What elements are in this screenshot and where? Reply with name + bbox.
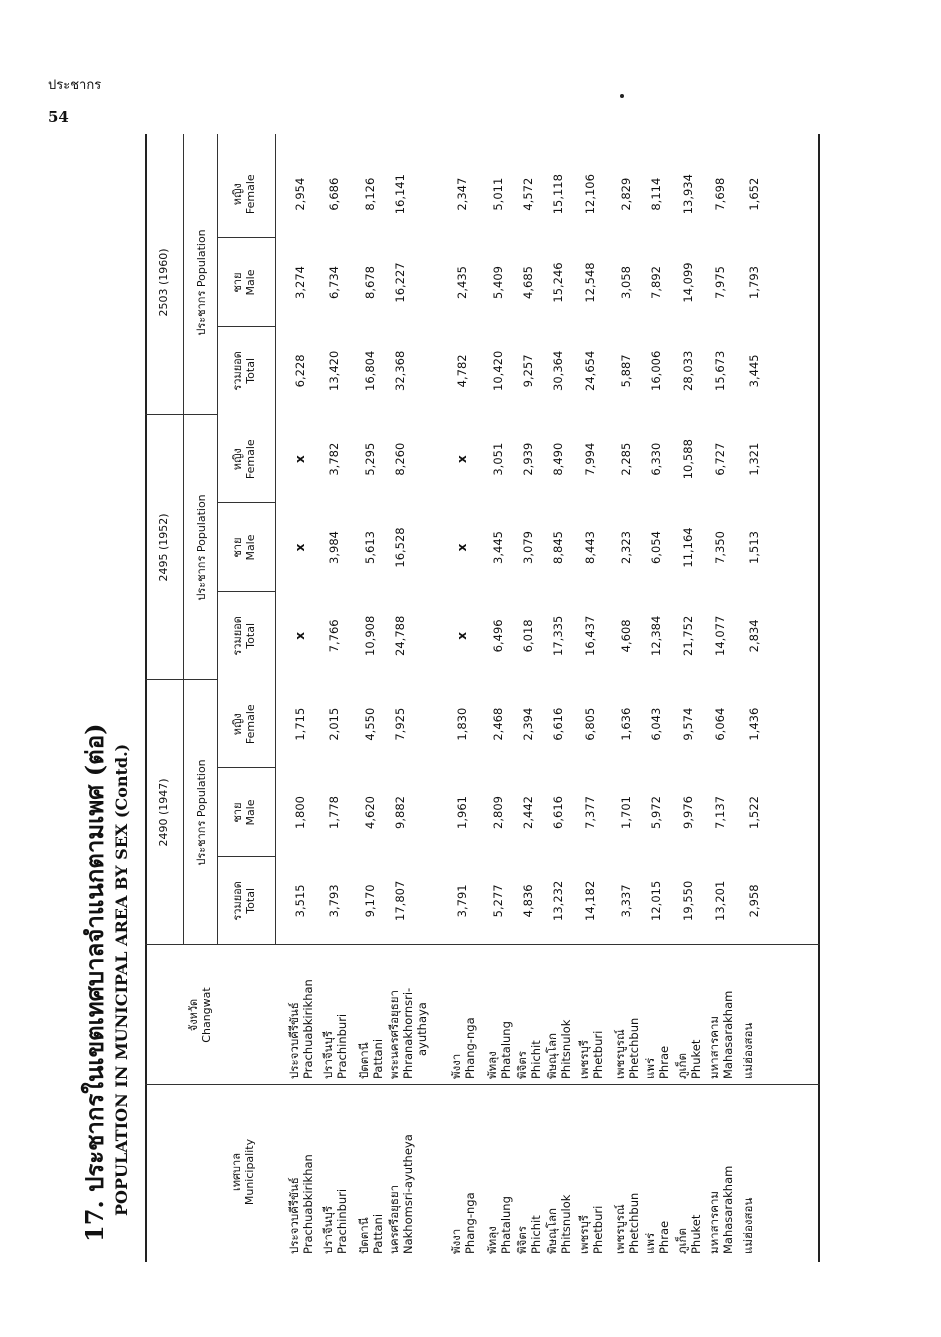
subheader-en: Total [244, 887, 257, 914]
subheader-en: Total [244, 622, 257, 649]
changwat-name-th: ปัตตานี [357, 1042, 371, 1079]
table-cell: 1,436 [747, 707, 761, 741]
municipality-name-en: Phitsnulok [559, 1194, 573, 1254]
table-title-english: POPULATION IN MUNICIPAL AREA BY SEX (Contd.) [112, 743, 131, 1216]
table-cell: 6,043 [649, 707, 663, 741]
table-cell: 2,442 [521, 796, 535, 829]
changwat-name-en: Phrae [657, 1045, 671, 1079]
table-cell: 14,099 [681, 262, 695, 303]
table-cell: 2,958 [747, 884, 761, 918]
changwat-name-th: มหาสารคาม [707, 1015, 721, 1079]
municipality-name-en: Phuket [689, 1214, 703, 1254]
table-cell: 6,064 [713, 707, 727, 741]
header-municipality-en: Municipality [243, 1138, 256, 1206]
changwat-name-en: Mahasarakham [721, 990, 735, 1079]
table-cell: 12,015 [649, 880, 663, 921]
table-cell: 14,182 [583, 880, 597, 921]
table-cell: 5,277 [491, 884, 505, 918]
table-cell: 4,550 [363, 707, 377, 741]
table-cell: 3,791 [455, 884, 469, 918]
table-cell: 2,829 [619, 177, 633, 211]
changwat-name-th: เพชรบุรี [577, 1040, 591, 1079]
table-cell: 1,961 [455, 796, 469, 829]
population-label-th: ประชากร [195, 290, 208, 336]
subheader-th: รวมยอด [231, 351, 244, 391]
table-cell: 21,752 [681, 615, 695, 656]
table-cell: 7,975 [713, 266, 727, 299]
table-cell: 14,077 [713, 615, 727, 656]
subheader-en: Male [244, 799, 257, 826]
table-cell: 5,011 [491, 177, 505, 211]
table-cell: 2,394 [521, 707, 535, 741]
municipality-name-en: Mahasarakham [721, 1165, 735, 1254]
table-cell: 6,727 [713, 442, 727, 476]
table-cell: 7,350 [713, 531, 727, 564]
population-table [145, 134, 820, 1262]
table-cell: x [293, 631, 307, 640]
municipality-name-en: Prachinburi [335, 1188, 349, 1254]
table-cell: 2,468 [491, 707, 505, 741]
table-cell: 16,437 [583, 615, 597, 656]
year-header-2: 2495 (1952) [157, 513, 170, 582]
table-cell: 2,285 [619, 442, 633, 476]
table-cell: 6,616 [551, 796, 565, 829]
subheader-female [231, 415, 257, 503]
table-title-thai: 17. ประชากรในเขตเทศบาลจำแนกตามเพศ (ต่อ) [80, 723, 109, 1242]
table-cell: 2,347 [455, 177, 469, 211]
table-cell: 4,608 [619, 619, 633, 653]
year-header-3: 2503 (1960) [157, 248, 170, 317]
table-cell: 2,954 [293, 177, 307, 211]
table-cell: 2,435 [455, 266, 469, 299]
subheader-total [231, 592, 257, 680]
table-cell: 9,257 [521, 354, 535, 388]
municipality-name-en: Prachuabkirikhan [301, 1154, 315, 1254]
changwat-name-en: Phetburi [591, 1030, 605, 1079]
municipality-name-en: Pattani [371, 1213, 385, 1254]
table-cell: 16,227 [393, 262, 407, 303]
table-cell: 16,006 [649, 350, 663, 391]
changwat-name-en: Phuket [689, 1039, 703, 1079]
table-cell: 16,528 [393, 527, 407, 568]
table-cell: 7,892 [649, 266, 663, 299]
municipality-name-en: Nakhomsri-ayutheya [401, 1134, 415, 1254]
municipality-name-en: Phichit [529, 1215, 543, 1254]
municipality-name-th: แม่ฮ่องสอน [741, 1197, 755, 1254]
header-rule-under-columns [217, 134, 218, 945]
table-cell: 15,673 [713, 350, 727, 391]
changwat-name-en-cont: ayuthaya [415, 1002, 429, 1056]
changwat-name-en: Prachuabkirikhan [301, 979, 315, 1079]
table-cell: 8,845 [551, 531, 565, 564]
table-cell: 9,882 [393, 796, 407, 829]
table-cell: 13,934 [681, 174, 695, 215]
table-cell: 9,574 [681, 707, 695, 741]
table-cell: 4,572 [521, 177, 535, 211]
table-cell: 2,939 [521, 442, 535, 476]
table-top-rule [145, 134, 147, 1262]
table-cell: 4,836 [521, 884, 535, 918]
table-cell: 13,420 [327, 350, 341, 391]
changwat-name-en: Phichit [529, 1040, 543, 1079]
table-cell: 6,686 [327, 177, 341, 211]
table-cell: 6,805 [583, 707, 597, 741]
municipality-name-th: ภูเก็ต [675, 1228, 689, 1254]
municipality-name-th: เพชรบุรี [577, 1215, 591, 1254]
municipality-name-th: ปราจีนบุรี [321, 1205, 335, 1254]
table-cell: 6,496 [491, 619, 505, 653]
table-cell: 5,972 [649, 796, 663, 829]
table-cell: 12,548 [583, 262, 597, 303]
subheader-en: Female [244, 439, 257, 480]
table-cell: 15,246 [551, 262, 565, 303]
changwat-name-en: Phetchbun [627, 1017, 641, 1079]
table-cell: 8,114 [649, 177, 663, 211]
changwat-name-th: พังงา [449, 1053, 463, 1079]
subheader-th: ชาย [231, 537, 244, 558]
municipality-name-th: พิจิตร [515, 1226, 529, 1254]
page-section-label: ประชากร [48, 78, 102, 93]
table-cell: 17,807 [393, 880, 407, 921]
table-cell: 5,295 [363, 442, 377, 476]
municipality-name-th: พัทลุง [485, 1226, 499, 1254]
changwat-name-th: ประจวบคีรีขันธ์ [287, 1002, 301, 1079]
table-cell: 1,778 [327, 796, 341, 829]
table-cell: 10,908 [363, 615, 377, 656]
population-label-th: ประชากร [195, 820, 208, 866]
subheader-th: ชาย [231, 272, 244, 293]
subheader-total [231, 857, 257, 945]
changwat-name-th: ปราจีนบุรี [321, 1030, 335, 1079]
table-cell: 8,126 [363, 177, 377, 211]
table-cell: 1,701 [619, 796, 633, 829]
changwat-name-th: พระนครศรีอยุธยา [387, 989, 401, 1079]
municipality-name-th: พังงา [449, 1228, 463, 1254]
table-cell: 2,015 [327, 707, 341, 741]
table-cell: 12,384 [649, 615, 663, 656]
header-changwat-en: Changwat [200, 987, 213, 1043]
table-cell: 7,766 [327, 619, 341, 653]
subheader-en: Female [244, 174, 257, 215]
table-cell: 1,800 [293, 796, 307, 829]
table-cell: 3,984 [327, 531, 341, 564]
subheader-total [231, 327, 257, 415]
table-cell: 1,715 [293, 707, 307, 741]
subheader-th: รวมยอด [231, 881, 244, 921]
population-label-en: Population [195, 229, 208, 288]
municipality-name-th: พิษณุโลก [545, 1207, 559, 1254]
table-cell: 24,654 [583, 350, 597, 391]
municipality-name-en: Phetchbun [627, 1192, 641, 1254]
population-header-3 [195, 150, 208, 415]
table-cell: 2,809 [491, 796, 505, 829]
table-cell: x [455, 631, 469, 640]
header-changwat-th: จังหวัด [187, 998, 200, 1032]
table-cell: 1,522 [747, 796, 761, 829]
municipality-name-th: มหาสารคาม [707, 1190, 721, 1254]
table-cell: 3,782 [327, 442, 341, 476]
changwat-name-th: เพชรบูรณ์ [613, 1029, 627, 1079]
table-cell: 1,636 [619, 707, 633, 741]
municipality-name-th: นครศรีอยุธยา [387, 1184, 401, 1254]
subheader-th: หญิง [231, 183, 244, 206]
divider-municipality [145, 1084, 820, 1085]
table-cell: 2,834 [747, 619, 761, 653]
header-changwat [187, 948, 213, 1082]
table-cell: 8,443 [583, 531, 597, 564]
subheader-th: รวมยอด [231, 616, 244, 656]
table-cell: 28,033 [681, 350, 695, 391]
changwat-name-th: แม่ฮ่องสอน [741, 1022, 755, 1079]
table-cell: 6,018 [521, 619, 535, 653]
population-label-en: Population [195, 759, 208, 818]
changwat-name-th: พิจิตร [515, 1051, 529, 1079]
table-cell: 3,274 [293, 266, 307, 299]
table-cell: 17,335 [551, 615, 565, 656]
table-cell: 6,616 [551, 707, 565, 741]
table-cell: 8,490 [551, 442, 565, 476]
page-number: 54 [48, 108, 69, 126]
table-cell: 3,515 [293, 884, 307, 918]
table-cell: 7,137 [713, 796, 727, 829]
table-cell: 3,079 [521, 531, 535, 564]
scan-speck [620, 94, 624, 98]
table-cell: 9,976 [681, 796, 695, 829]
subheader-th: ชาย [231, 802, 244, 823]
subheader-female [231, 680, 257, 768]
table-cell: x [455, 543, 469, 552]
table-cell: 4,620 [363, 796, 377, 829]
table-cell: 19,550 [681, 880, 695, 921]
table-cell: 1,793 [747, 266, 761, 299]
table-cell: 3,445 [747, 354, 761, 388]
population-header-2 [195, 415, 208, 680]
table-cell: 3,051 [491, 442, 505, 476]
changwat-name-th: พัทลุง [485, 1051, 499, 1079]
table-cell: 15,118 [551, 174, 565, 215]
subheader-male [231, 768, 257, 856]
table-cell: 3,337 [619, 884, 633, 918]
population-header-1 [195, 680, 208, 945]
table-cell: 3,445 [491, 531, 505, 564]
table-cell: 5,613 [363, 531, 377, 564]
table-cell: 1,321 [747, 442, 761, 476]
table-cell: 6,054 [649, 531, 663, 564]
table-cell: 5,887 [619, 354, 633, 388]
table-cell: 8,678 [363, 266, 377, 299]
table-cell: 5,409 [491, 266, 505, 299]
header-municipality [230, 1102, 256, 1242]
municipality-name-en: Phatalung [499, 1196, 513, 1254]
municipality-name-en: Phetburi [591, 1205, 605, 1254]
table-cell: 24,788 [393, 615, 407, 656]
changwat-name-en: Phitsnulok [559, 1019, 573, 1079]
table-bottom-rule [818, 134, 820, 1262]
changwat-name-en: Phatalung [499, 1021, 513, 1079]
table-cell: 8,260 [393, 442, 407, 476]
table-cell: 1,513 [747, 531, 761, 564]
subheader-male [231, 238, 257, 326]
year-header-1: 2490 (1947) [157, 778, 170, 847]
table-cell: 4,782 [455, 354, 469, 388]
table-cell: x [455, 455, 469, 464]
table-cell: 2,323 [619, 531, 633, 564]
table-cell: 7,994 [583, 442, 597, 476]
subheader-en: Male [244, 534, 257, 561]
population-label-th: ประชากร [195, 555, 208, 601]
subheader-th: หญิง [231, 713, 244, 736]
subheader-en: Total [244, 357, 257, 384]
subheader-male [231, 503, 257, 591]
table-cell: 7,925 [393, 707, 407, 741]
table-cell: x [293, 543, 307, 552]
table-cell: 7,698 [713, 177, 727, 211]
changwat-name-en: Phang-nga [463, 1017, 477, 1079]
population-label-en: Population [195, 494, 208, 553]
municipality-name-en: Phang-nga [463, 1192, 477, 1254]
table-cell: 6,228 [293, 354, 307, 388]
table-cell: 7,377 [583, 796, 597, 829]
header-municipality-th: เทศบาล [230, 1153, 243, 1191]
table-cell: 13,232 [551, 880, 565, 921]
table-cell: 1,830 [455, 707, 469, 741]
subheader-th: หญิง [231, 448, 244, 471]
table-cell: 11,164 [681, 527, 695, 568]
municipality-name-th: เพชรบูรณ์ [613, 1204, 627, 1254]
changwat-name-th: ภูเก็ต [675, 1053, 689, 1079]
table-cell: 9,170 [363, 884, 377, 918]
table-cell: 6,330 [649, 442, 663, 476]
changwat-name-th: แพร่ [643, 1057, 657, 1079]
header-rule-under-year [183, 134, 184, 945]
table-cell: 3,793 [327, 884, 341, 918]
table-cell: 10,588 [681, 439, 695, 480]
table-cell: x [293, 455, 307, 464]
municipality-name-en: Phrae [657, 1220, 671, 1254]
changwat-name-th: พิษณุโลก [545, 1032, 559, 1079]
subheader-en: Female [244, 704, 257, 745]
changwat-name-en: Pattani [371, 1038, 385, 1079]
table-cell: 13,201 [713, 880, 727, 921]
table-cell: 16,141 [393, 174, 407, 215]
table-cell: 30,364 [551, 350, 565, 391]
rotated-table [80, 134, 820, 1262]
municipality-name-th: ปัตตานี [357, 1217, 371, 1254]
table-cell: 1,652 [747, 177, 761, 211]
table-cell: 32,368 [393, 350, 407, 391]
table-cell: 6,734 [327, 266, 341, 299]
table-cell: 4,685 [521, 266, 535, 299]
subheader-en: Male [244, 269, 257, 296]
header-rule-mid [275, 134, 276, 945]
table-cell: 3,058 [619, 266, 633, 299]
municipality-name-th: ประจวบคีรีขันธ์ [287, 1177, 301, 1254]
changwat-name-en: Prachinburi [335, 1013, 349, 1079]
changwat-name-en: Phranakhornsri- [401, 987, 415, 1079]
subheader-female [231, 150, 257, 238]
table-cell: 12,106 [583, 174, 597, 215]
municipality-name-th: แพร่ [643, 1232, 657, 1254]
table-cell: 10,420 [491, 350, 505, 391]
table-cell: 16,804 [363, 350, 377, 391]
